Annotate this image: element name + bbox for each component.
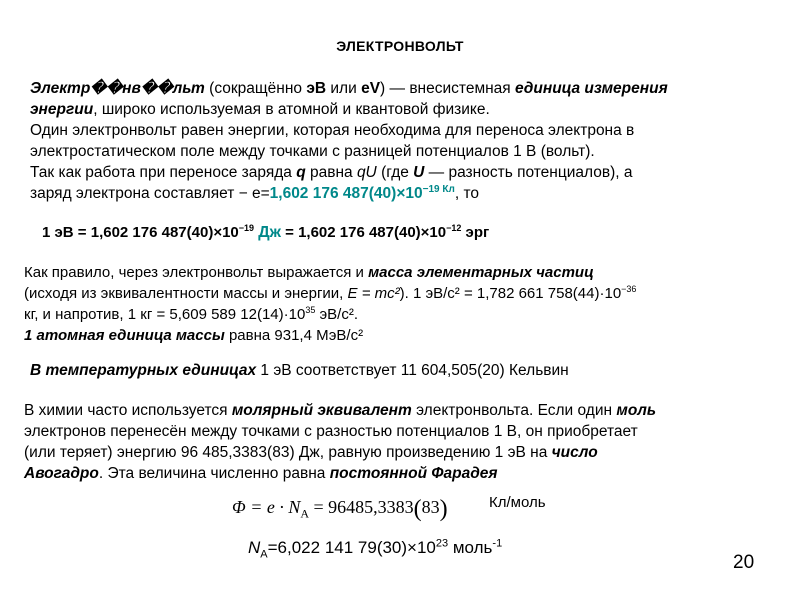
mass-energy-formula: E = mc² xyxy=(347,285,400,302)
intro-line-6: заряд электрона составляет − e=1,602 176 $487(40)\times 10^{-19 Кл}$, то xyxy=(30,183,479,202)
intro-line-1: Электр��нв��льт (сокращённо эВ или eV) — внесистемная единица измерения xyxy=(30,80,668,97)
avogadro-link: Авогадро xyxy=(24,465,99,482)
energy-link: энергии xyxy=(30,101,94,118)
ev-conversion-equation: 1 эВ = 1,602 176 $487(40)\times 10^{-19}$ Дж = 1,602 176 $487(40)\times 10^{-12}$ эрг xyxy=(42,223,490,241)
faraday-unit: Кл/моль xyxy=(489,494,546,511)
abbr-ev-ru: эВ xyxy=(306,80,327,97)
joule-unit: Дж xyxy=(258,224,281,241)
intro-line-4: электростатическом поле между точками с разницей потенциалов 1 В (вольт). xyxy=(30,143,595,160)
electron-charge-exponent: −19 Кл xyxy=(422,183,455,195)
avogadro-constant: $N_A=6,022$ 141 $79(30)\times 10^{23}$ моль$^{-1}$ xyxy=(248,537,503,561)
molar-equivalent-link: молярный эквивалент xyxy=(231,402,412,419)
mole-link: моль xyxy=(616,402,657,419)
intro-line-3: Один электронвольт равен энергии, которая необходима для переноса электрона в xyxy=(30,122,635,139)
number-link: число xyxy=(551,444,598,461)
faraday-constant-link: постоянной Фарадея xyxy=(329,465,498,482)
mass-paragraph: Как правило, через электронвольт выражается и масса элементарных частиц (исходя из эквивалентности массы и энергии, E = mc²). 1 эВ/с² = 1,782 661 $758(44)\cdot 10^{-36}$ кг, и напротив, 1 кг = 5,609 589 $12(14)\cdot 10^{35}$ эВ/c². 1 атомная единица массы равна 931,4 МэВ/с² xyxy=(24,264,637,344)
page-number: 20 xyxy=(733,552,755,573)
particle-mass-link: масса элементарных частиц xyxy=(368,264,594,281)
intro-paragraph xyxy=(30,78,770,204)
electron-charge-value: 1,602 176 487(40)×10 xyxy=(269,185,423,202)
unit-of-measure-link: единица измерения xyxy=(514,80,668,97)
faraday-formula: $\Phi = e \cdot N_A = 96485,3383(83)$ xyxy=(232,496,448,522)
temperature-line: В температурных единицах 1 эВ соответствует 11 604,505(20) Кельвин xyxy=(30,362,569,379)
atomic-mass-unit-link: 1 атомная единица массы xyxy=(24,327,225,344)
term-electronvolt: Электр��нв��льт xyxy=(30,80,205,97)
intro-line-2: энергии, широко используемая в атомной и квантовой физике. xyxy=(30,101,490,118)
temperature-units-link: В температурных единицах xyxy=(30,362,257,379)
abbr-ev-en: eV xyxy=(361,80,381,97)
intro-line-5: Так как работа при переносе заряда q равна qU (где U — разность потенциалов), а xyxy=(30,164,633,181)
chemistry-paragraph: В химии часто используется молярный эквивалент электронвольта. Если один моль электронов перенесён между точками с разностью потенциалов 1 В, он приобретает (или теряет) энергию 96 485,3383(83) Дж, равную произведению 1 эВ на число Авогадро. Эта величина численно равна постоянной Фарадея xyxy=(24,402,657,482)
slide-title: ЭЛЕКТРОНВОЛЬТ xyxy=(336,38,464,54)
